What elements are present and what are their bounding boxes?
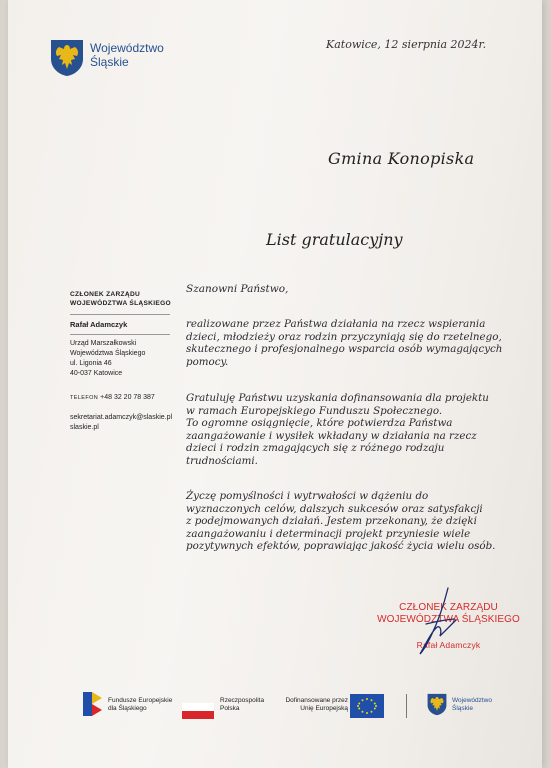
paragraph-line: Gratuluję Państwu uzyskania dofinansowania dla projektu <box>186 392 489 404</box>
silesian-eagle-shield-icon <box>427 693 447 716</box>
paragraph-line: Życzę pomyślności i wytrwałości w dążeniu do <box>186 490 429 502</box>
stamp-line2: WOJEWÓDZTWA ŚLĄSKIEGO <box>377 614 520 625</box>
logo-line1: Województwo <box>90 41 164 55</box>
letter-date: Katowice, 12 sierpnia 2024r. <box>326 38 487 51</box>
paragraph-line: dzieci, młodzieży oraz rodzin przyczyniają się do rzetelnego, <box>186 330 502 343</box>
document-title: List gratulacyjny <box>266 230 403 249</box>
stamp-name: Rafał Adamczyk <box>416 640 481 650</box>
signature-icon <box>396 584 476 659</box>
poland-label <box>220 697 264 713</box>
sidebar-divider <box>70 334 170 335</box>
paragraph-line: realizowane przez Państwa działania na rzecz wspierania <box>186 318 486 330</box>
paragraph-line: dzieci i rodzin zmagających się z różnego rodzaju <box>186 442 445 454</box>
phone-label: TELEFON <box>70 395 99 401</box>
logo-wordmark <box>90 41 164 69</box>
pl-line1: Rzeczpospolita <box>220 697 265 704</box>
sidebar-divider <box>70 314 170 315</box>
eu-cofinanced-label <box>278 697 348 713</box>
paragraph-line: z podejmowanych działań. Jestem przekonany, że dzięki <box>186 515 477 527</box>
paragraph-line: pomocy. <box>186 355 229 368</box>
greeting: Szanowni Państwo, <box>186 283 289 295</box>
fe-line1: Fundusze Europejskie <box>108 697 173 704</box>
woj-line1: Województwo <box>452 697 492 704</box>
office-line4: 40-037 Katowice <box>70 370 123 377</box>
office-line3: ul. Ligonia 46 <box>70 360 112 367</box>
european-funds-icon <box>81 690 103 718</box>
paragraph-line: trudnościami. <box>186 454 258 467</box>
woj-line2: Śląskie <box>452 705 473 712</box>
sidebar-heading-line2: WOJEWÓDZTWA ŚLĄSKIEGO <box>70 300 171 307</box>
eu-funds-label <box>108 697 172 713</box>
eu-line1: Dofinansowane przez <box>285 697 348 704</box>
paragraph-3 <box>186 490 495 553</box>
silesian-eagle-shield-icon <box>50 39 84 77</box>
paragraph-line: w ramach Europejskiego Funduszu Społecznego. <box>186 404 443 417</box>
paragraph-line: wyznaczonych celów, dalszych sukcesów oraz satysfakcji <box>186 502 483 515</box>
footer-wordmark <box>452 697 492 713</box>
sidebar-heading-line1: CZŁONEK ZARZĄDU <box>70 291 141 298</box>
office-line2: Województwa Śląskiego <box>70 350 146 357</box>
paragraph-line: zaangażowaniu i determinacji projekt przyniesie wiele <box>186 527 471 540</box>
eu-flag-icon <box>350 694 384 718</box>
paragraph-line: skutecznego i profesjonalnego wsparcia osób wymagających <box>186 343 503 355</box>
pl-line2: Polska <box>220 705 240 712</box>
phone-number: +48 32 20 78 387 <box>100 394 155 401</box>
paragraph-line: zaangażowanie i wysiłek wkładany w działania na rzecz <box>186 429 477 442</box>
website: slaskie.pl <box>70 424 99 431</box>
email-address: sekretariat.adamczyk@slaskie.pl <box>70 414 173 421</box>
office-line1: Urząd Marszałkowski <box>70 340 137 347</box>
paragraph-line: To ogromne osiągnięcie, które potwierdza Państwa <box>186 417 453 429</box>
paragraph-line: pozytywnych efektów, poprawiając jakość życia wielu osób. <box>186 540 496 552</box>
eu-line2: Unię Europejską <box>300 705 348 712</box>
sender-sidebar <box>70 290 180 433</box>
stamp-line1: CZŁONEK ZARZĄDU <box>399 602 498 613</box>
recipient: Gmina Konopiska <box>328 149 475 168</box>
sender-name: Rafał Adamczyk <box>70 320 128 329</box>
letter-page <box>8 0 542 768</box>
logo-line2: Śląskie <box>90 55 129 69</box>
paragraph-2 <box>186 392 489 467</box>
paragraph-1 <box>186 318 502 368</box>
fe-line2: dla Śląskiego <box>108 705 147 712</box>
footer-divider <box>406 694 407 718</box>
polish-flag-icon <box>182 703 214 719</box>
